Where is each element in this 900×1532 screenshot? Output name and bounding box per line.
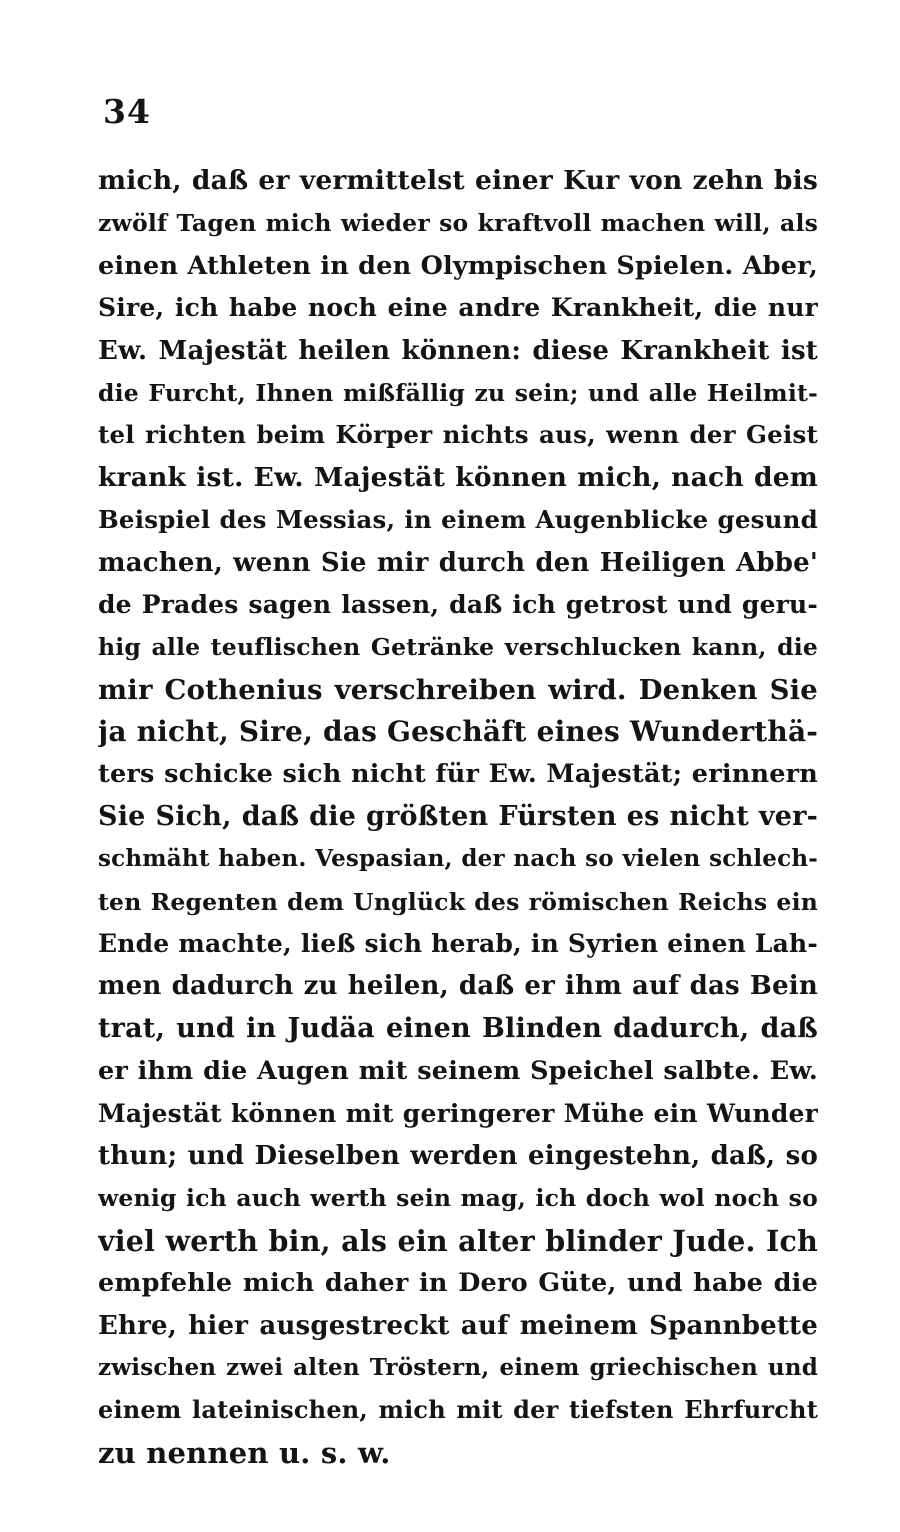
text-line: er ihm die Augen mit seinem Speichel salbte. Ew. bbox=[98, 1056, 818, 1087]
text-line: de Prades sagen lassen, daß ich getrost und geru- bbox=[98, 589, 818, 619]
text-line-last: zu nennen u. s. w. bbox=[98, 1435, 391, 1470]
text-line: wenig ich auch werth sein mag, ich doch wol noch so bbox=[98, 1184, 818, 1213]
text-line: viel werth bin, als ein alter blinder Jude. Ich bbox=[98, 1223, 818, 1258]
text-line: men dadurch zu heilen, daß er ihm auf das Bein bbox=[98, 971, 818, 1002]
text-line: ja nicht, Sire, das Geschäft eines Wunderthä- bbox=[98, 715, 818, 749]
text-line: Ehre, hier ausgestreckt auf meinem Spannbette bbox=[98, 1310, 818, 1341]
text-line: mich, daß er vermittelst einer Kur von zehn bis bbox=[98, 165, 818, 196]
text-line: Sie Sich, daß die größten Fürsten es nicht ver- bbox=[98, 800, 818, 832]
text-line: die Furcht, Ihnen mißfällig zu sein; und alle Heilmit- bbox=[98, 378, 818, 407]
text-line: zwischen zwei alten Tröstern, einem griechischen und bbox=[98, 1353, 818, 1381]
text-line: hig alle teuflischen Getränke verschlucken kann, die bbox=[98, 633, 818, 662]
text-line: mir Cothenius verschreiben wird. Denken Sie bbox=[98, 673, 818, 706]
text-line: Sire, ich habe noch eine andre Krankheit, die nur bbox=[98, 293, 818, 323]
text-line: Ew. Majestät heilen können: diese Krankheit ist bbox=[98, 335, 818, 366]
page-number: 34 bbox=[103, 92, 151, 131]
text-line: trat, und in Judäa einen Blinden dadurch, daß bbox=[98, 1012, 818, 1044]
text-line: Ende machte, ließ sich herab, in Syrien einen Lah- bbox=[98, 929, 818, 959]
text-line: thun; und Dieselben werden eingestehn, daß, so bbox=[98, 1140, 818, 1171]
text-line: ten Regenten dem Unglück des römischen Reichs ein bbox=[98, 887, 818, 916]
text-line: machen, wenn Sie mir durch den Heiligen Abbe' bbox=[98, 547, 818, 578]
body-text bbox=[98, 160, 818, 1474]
text-line: einem lateinischen, mich mit der tiefsten Ehrfurcht bbox=[98, 1395, 818, 1425]
text-line: krank ist. Ew. Majestät können mich, nach dem bbox=[98, 461, 818, 493]
text-line: empfehle mich daher in Dero Güte, und habe die bbox=[98, 1268, 818, 1299]
text-line: schmäht haben. Vespasian, der nach so vielen schlech- bbox=[98, 845, 818, 873]
text-line: Majestät können mit geringerer Mühe ein Wunder bbox=[98, 1098, 818, 1128]
text-line: ters schicke sich nicht für Ew. Majestät; erinnern bbox=[98, 759, 818, 790]
text-line: Beispiel des Messias, in einem Augenblicke gesund bbox=[98, 505, 818, 535]
text-line: zwölf Tagen mich wieder so kraftvoll machen will, als bbox=[98, 209, 818, 238]
text-line: tel richten beim Körper nichts aus, wenn der Geist bbox=[98, 420, 818, 450]
text-line: einen Athleten in den Olympischen Spielen. Aber, bbox=[98, 250, 818, 281]
